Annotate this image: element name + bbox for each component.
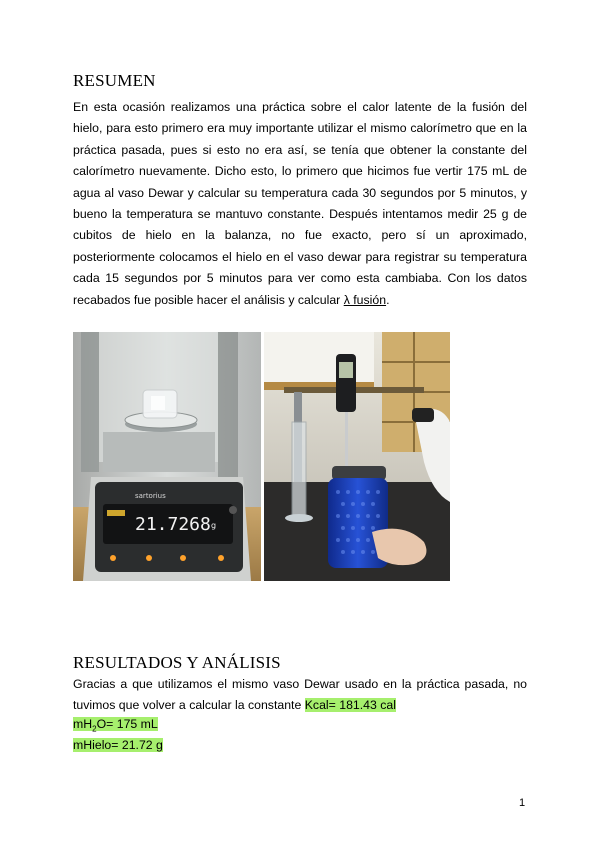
dewar-illustration [264, 332, 450, 581]
mh2o-line [73, 716, 158, 737]
section-title-resumen: RESUMEN [73, 71, 156, 90]
balance-reading: 21.7268 [135, 514, 211, 535]
mh2o-sub: 2 [92, 724, 97, 734]
balance-illustration [73, 332, 261, 581]
mhielo-highlight: mHielo= 21.72 g [73, 738, 163, 752]
mh2o-suffix: O= 175 mL [96, 717, 158, 731]
mhielo-line [73, 737, 163, 754]
resultados-paragraph [73, 674, 527, 717]
resumen-text: En esta ocasión realizamos una práctica sobre el calor latente de la fusión del hielo, para esto primero era muy importante utilizar el mismo calorímetro que en la práctica pasada, pues si esto no era así, se tenía que obtener la constante del calorímetro nuevamente. Dicho esto, lo primero que hicimos fue vertir 175 mL de agua al vaso Dewar y calcular su temperatura cada 30 segundos por 5 minutos, y bueno la temperatura se mantuvo constante. Después intentamos medir 25 g de cubitos de hielo en la balanza, no fue exacto, pero sí un aproximado, posteriormente colocamos el hielo en el vaso dewar para registrar su temperatura cada 15 segundos por 5 minutos para ver como esta cambiaba. Con los datos recabados fue posible hacer el análisis y calcular [73, 100, 527, 307]
mh2o-prefix: mH [73, 717, 93, 731]
resultados-text: Gracias a que utilizamos el mismo vaso Dewar usado en la práctica pasada, no tuvimos que volver a calcular la constante [73, 677, 527, 713]
balance-brand: sartorius [135, 492, 166, 500]
lambda-fusion-link: λ fusión [343, 292, 387, 307]
page-number: 1 [519, 797, 526, 809]
balance-photo [73, 332, 261, 581]
mh2o-highlight [73, 717, 158, 734]
resumen-end: . [386, 292, 390, 307]
section-title-resultados: RESULTADOS Y ANÁLISIS [73, 653, 281, 672]
dewar-photo [264, 332, 450, 581]
resumen-paragraph [73, 97, 527, 311]
balance-unit: g [211, 521, 217, 530]
kcal-highlight: Kcal= 181.43 cal [304, 698, 396, 713]
